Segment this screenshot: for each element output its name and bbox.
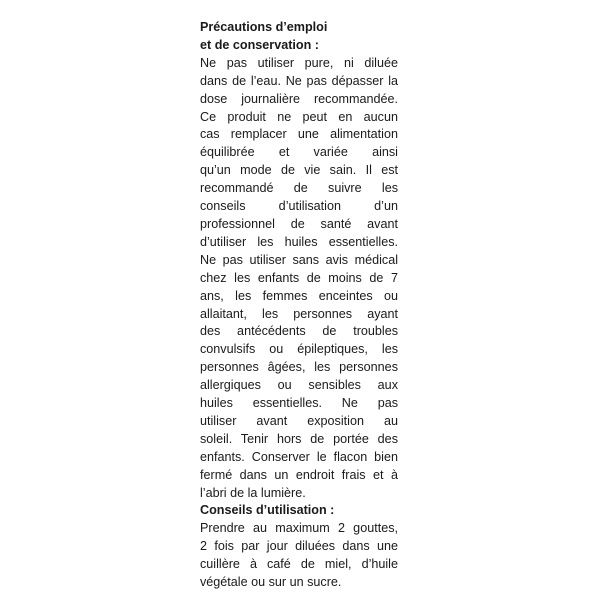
precautions-line: professionnel de santé avant [200,216,398,231]
precautions-line: dose journalière recommandée. [200,91,398,106]
precautions-section [200,19,398,502]
precautions-line: ans, les femmes enceintes ou [200,288,398,303]
precautions-line: allaitant, les personnes ayant [200,306,398,321]
conseils-heading: Conseils d’utilisation : [200,503,335,518]
precautions-heading-line-2: et de conservation : [200,37,319,52]
precautions-line: convulsifs ou épileptiques, les [200,342,398,357]
precautions-line: conseils d’utilisation d’un [200,199,398,214]
conseils-section [200,502,398,592]
label-text-block [200,19,398,592]
precautions-line: Ne pas utiliser sans avis médical [200,252,398,267]
precautions-line: fermé dans un endroit frais et à [200,467,398,482]
precautions-line: cas remplacer une alimentation [200,127,398,142]
precautions-line: allergiques ou sensibles aux [200,378,398,393]
conseils-line: Prendre au maximum 2 gouttes, [200,521,398,536]
precautions-line: équilibrée et variée ainsi [200,145,398,160]
conseils-line-last: végétale ou sur un sucre. [200,575,342,590]
precautions-heading-line-1: Précautions d’emploi [200,20,328,34]
precautions-line: enfants. Conserver le flacon bien [200,449,398,464]
precautions-line: soleil. Tenir hors de portée des [200,431,398,446]
precautions-line-last: l’abri de la lumière. [200,485,306,500]
precautions-line: utiliser avant exposition au [200,413,398,428]
precautions-line: personnes âgées, les personnes [200,360,398,375]
precautions-line: dans de l’eau. Ne pas dépasser la [200,73,398,88]
conseils-line: cuillère à café de miel, d’huile [200,557,398,572]
precautions-line: recommandé de suivre les [200,181,398,196]
precautions-line: d’utiliser les huiles essentielles. [200,234,398,249]
precautions-line: des antécédents de troubles [200,324,398,339]
precautions-line: huiles essentielles. Ne pas [200,396,398,411]
precautions-line: qu’un mode de vie sain. Il est [200,163,398,178]
precautions-line: chez les enfants de moins de 7 [200,270,398,285]
conseils-line: 2 fois par jour diluées dans une [200,539,398,554]
precautions-line: Ce produit ne peut en aucun [200,109,398,124]
precautions-line: Ne pas utiliser pure, ni diluée [200,55,398,70]
